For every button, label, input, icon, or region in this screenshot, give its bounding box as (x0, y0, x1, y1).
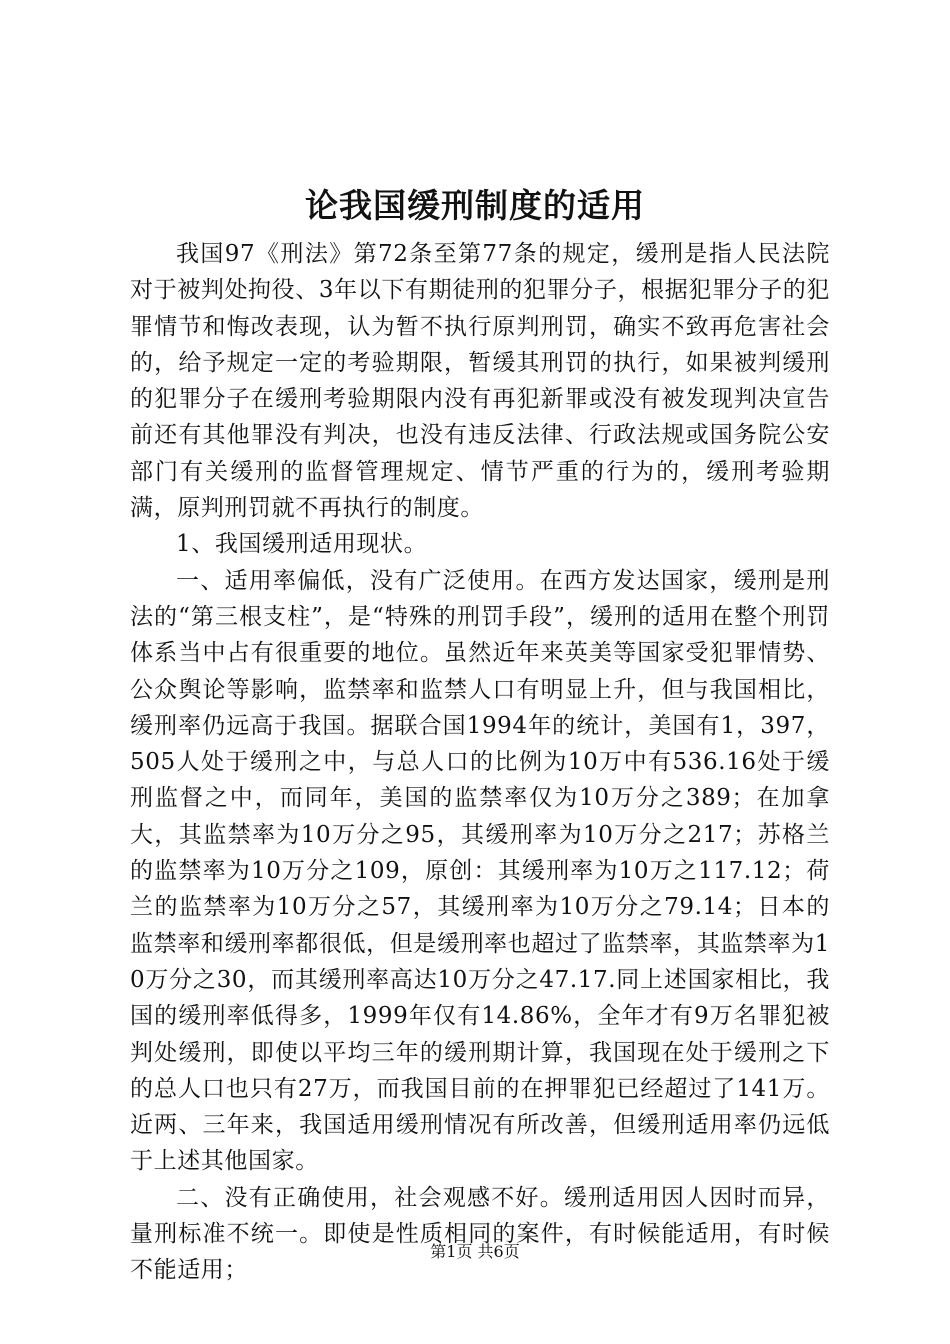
paragraph-incorrect-use: 二、没有正确使用，社会观感不好。缓刑适用因人因时而异，量刑标准不统一。即使是性质相同的案件，有时候能适用，有时候不能适用； (130, 1184, 830, 1284)
paragraph-definition: 我国97《刑法》第72条至第77条的规定，缓刑是指人民法院对于被判处拘役、3年以下有期徒刑的犯罪分子，根据犯罪分子的犯罪情节和悔改表现，认为暂不执行原判刑罚，确实不致再危害社会的，给予规定一定的考验期限，暂缓其刑罚的执行，如果被判缓刑的犯罪分子在缓刑考验期限内没有再犯新罪或没有被发现判决宣告前还有其他罪没有判决，也没有违反法律、行政法规或国务院公安部门有关缓刑的监督管理规定、情节严重的行为的，缓刑考验期满，原判刑罚就不再执行的制度。 (130, 241, 830, 522)
page-footer: 第1页 共6页 (430, 1242, 520, 1261)
section-heading-status: 1、我国缓刑适用现状。 (176, 531, 428, 558)
document-title: 论我国缓刑制度的适用 (305, 186, 645, 225)
document-body (130, 236, 830, 1289)
paragraph-low-rate: 一、适用率偏低，没有广泛使用。在西方发达国家，缓刑是刑法的“第三根支柱”，是“特殊的刑罚手段”，缓刑的适用在整个刑罚体系当中占有很重要的地位。虽然近年来英美等国家受犯罪情势、公众舆论等影响，监禁率和监禁人口有明显上升，但与我国相比，缓刑率仍远高于我国。据联合国1994年的统计，美国有1，397，505人处于缓刑之中，与总人口的比例为10万中有536.16处于缓刑监督之中，而同年，美国的监禁率仅为10万分之389；在加拿大，其监禁率为10万分之95，其缓刑率为10万分之217；苏格兰的监禁率为10万分之109，原创：其缓刑率为10万之117.12；荷兰的监禁率为10万分之57，其缓刑率为10万分之79.14；日本的监禁率和缓刑率都很低，但是缓刑率也超过了监禁率，其监禁率为10万分之30，而其缓刑率高达10万分之47.17.同上述国家相比，我国的缓刑率低得多，1999年仅有14.86%，全年才有9万名罪犯被判处缓刑，即使以平均三年的缓刑期计算，我国现在处于缓刑之下的总人口也只有27万，而我国目前的在押罪犯已经超过了141万。近两、三年来，我国适用缓刑情况有所改善，但缓刑适用率仍远低于上述其他国家。 (130, 567, 830, 1175)
